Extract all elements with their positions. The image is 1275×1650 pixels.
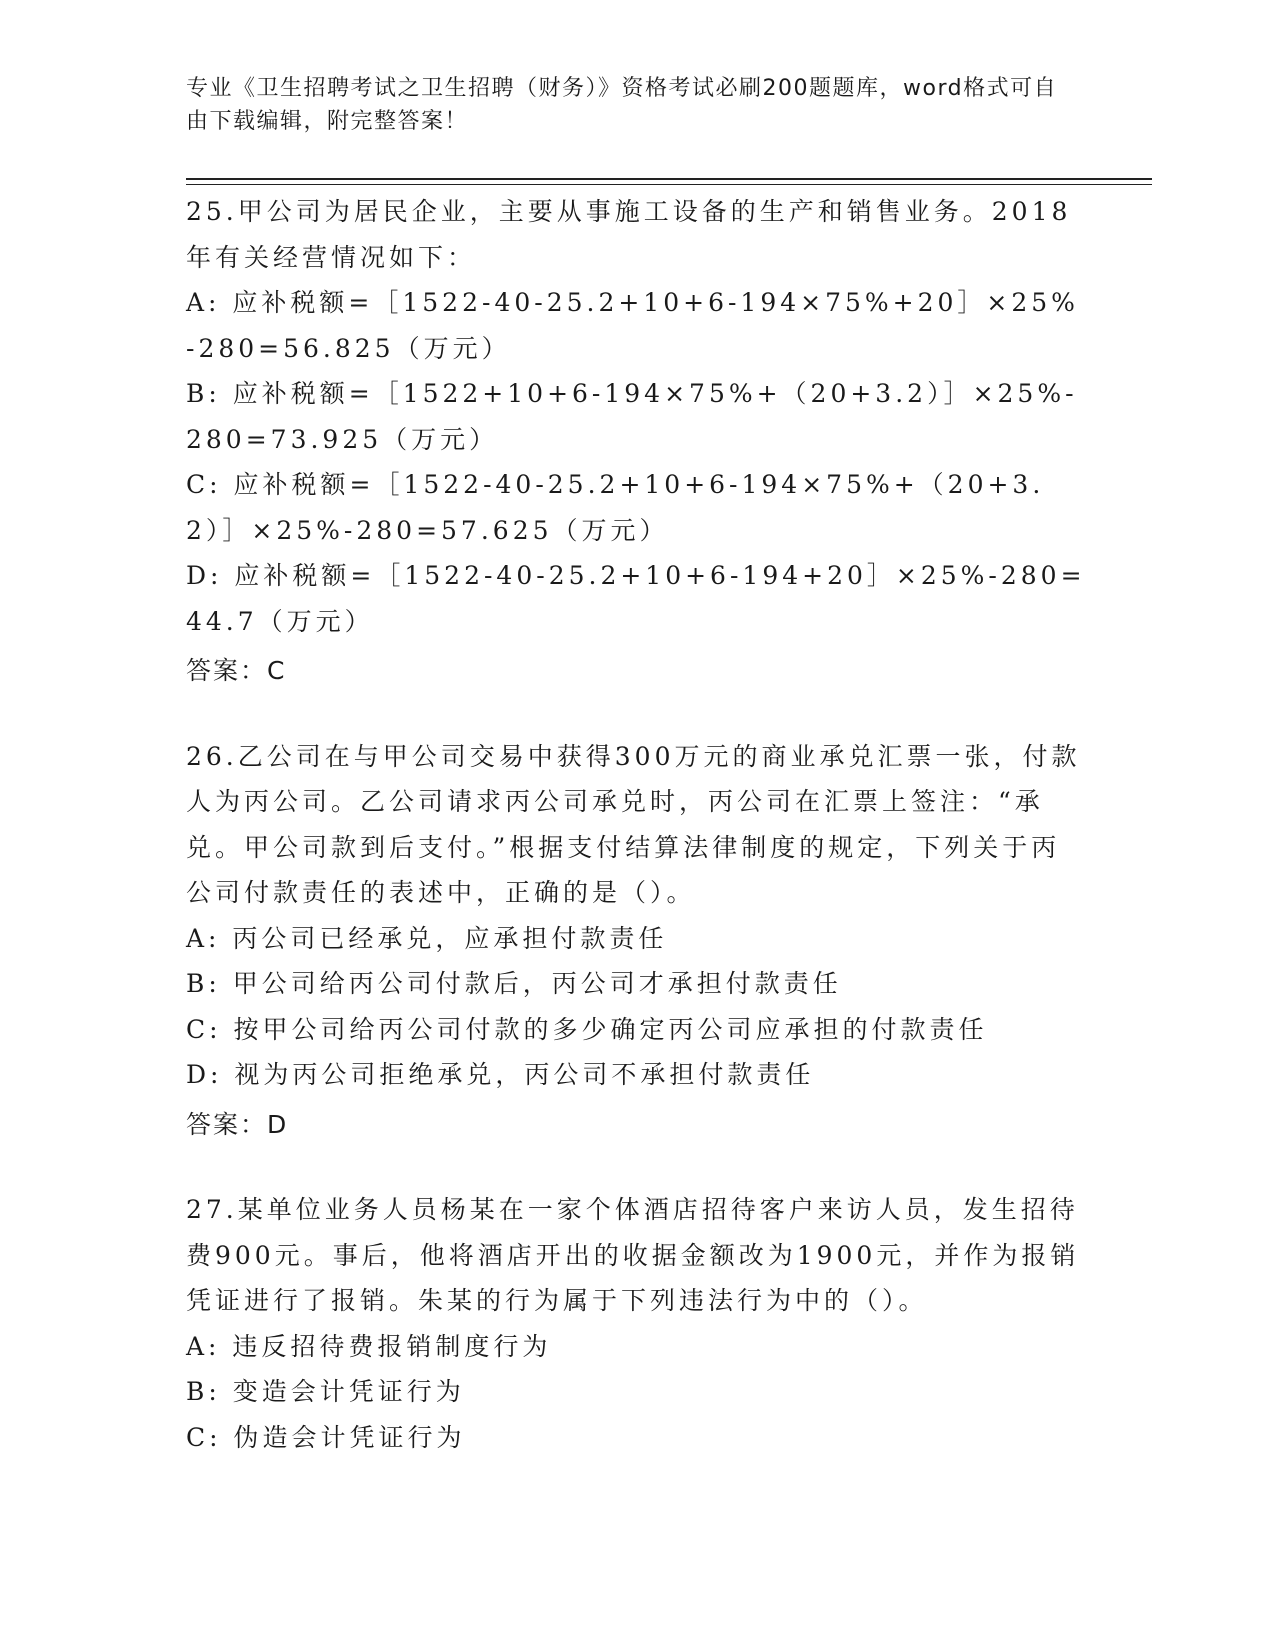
option-a: A: 应补税额=［1522-40-25.2+10+6-194×75%+20］×25%-280=56.825（万元） [186, 288, 1079, 363]
question-stem: 27.某单位业务人员杨某在一家个体酒店招待客户来访人员，发生招待费900元。事后，他将酒店开出的收据金额改为1900元，并作为报销凭证进行了报销。朱某的行为属于下列违法行为中的（）。 [186, 1195, 1080, 1315]
option-b: B: 甲公司给丙公司付款后，丙公司才承担付款责任 [186, 969, 842, 998]
option-b: B: 应补税额=［1522+10+6-194×75%+（20+3.2）］×25%-280=73.925（万元） [186, 379, 1078, 454]
option-c: C: 按甲公司给丙公司付款的多少确定丙公司应承担的付款责任 [186, 1014, 988, 1044]
option-d: D: 视为丙公司拒绝承兑，丙公司不承担付款责任 [186, 1060, 815, 1089]
option-d: D: 应补税额=［1522-40-25.2+10+6-194+20］×25%-280=44.7（万元） [186, 561, 1086, 636]
question-27 [186, 1187, 1086, 1460]
question-list [186, 189, 1086, 1500]
question-stem: 26.乙公司在与甲公司交易中获得300万元的商业承兑汇票一张，付款人为丙公司。乙公司请求丙公司承兑时，丙公司在汇票上签注：“承兑。甲公司款到后支付。”根据支付结算法律制度的规定，下列关于丙公司付款责任的表述中，正确的是（）。 [186, 741, 1081, 907]
header-divider-thin [186, 184, 1152, 185]
answer-line: 答案：D [186, 1109, 289, 1139]
option-b: B: 变造会计凭证行为 [186, 1377, 465, 1406]
document-header: 专业《卫生招聘考试之卫生招聘（财务）》资格考试必刷200题题库，word格式可自由下载编辑，附完整答案！ [186, 76, 1058, 134]
option-a: A: 违反招待费报销制度行为 [186, 1331, 552, 1361]
option-a: A: 丙公司已经承兑，应承担付款责任 [186, 923, 668, 953]
option-c: C: 伪造会计凭证行为 [186, 1422, 466, 1452]
answer-line: 答案：C [186, 656, 287, 685]
header-divider-thick [186, 178, 1152, 180]
option-c: C: 应补税额=［1522-40-25.2+10+6-194×75%+（20+3.2）］×25%-280=57.625（万元） [186, 470, 1045, 545]
question-26 [186, 734, 1086, 1148]
question-25 [186, 189, 1086, 694]
question-stem: 25.甲公司为居民企业，主要从事施工设备的生产和销售业务。2018年有关经营情况如下： [186, 197, 1072, 272]
